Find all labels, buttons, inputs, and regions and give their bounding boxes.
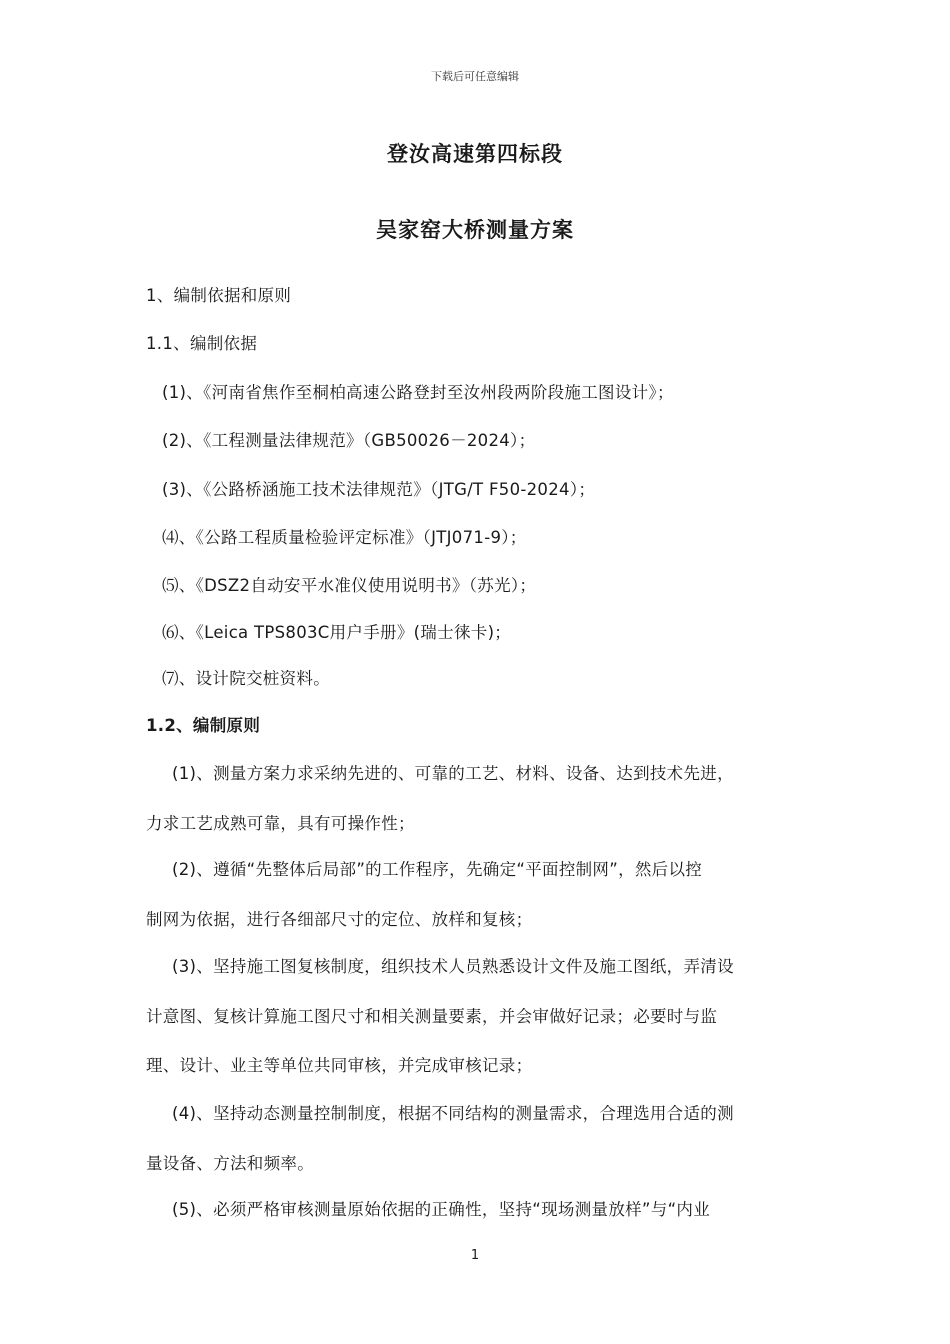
section-heading-1-1: 1.1、编制依据 [146, 334, 258, 353]
basis-item-5: ⑸、《DSZ2自动安平水准仪使用说明书》（苏光）； [162, 576, 537, 595]
principle-line-5: (3)、坚持施工图复核制度，组织技术人员熟悉设计文件及施工图纸，弄清设 [172, 957, 734, 976]
principle-line-8: (4)、坚持动态测量控制制度，根据不同结构的测量需求，合理选用合适的测 [172, 1104, 734, 1123]
section-heading-1-2: 1.2、编制原则 [146, 716, 261, 735]
page-number: 1 [470, 1248, 480, 1263]
principle-line-1: (1)、测量方案力求采纳先进的、可靠的工艺、材料、设备、达到技术先进， [172, 764, 734, 783]
basis-item-7: ⑺、设计院交桩资料。 [162, 669, 330, 688]
basis-item-2: (2)、《工程测量法律规范》（GB50026－2024）； [162, 431, 536, 450]
principle-line-6: 计意图、复核计算施工图尺寸和相关测量要素，并会审做好记录；必要时与监 [146, 1007, 718, 1026]
basis-item-1: (1)、《河南省焦作至桐柏高速公路登封至汝州段两阶段施工图设计》； [162, 383, 674, 402]
basis-item-3: (3)、《公路桥涵施工技术法律规范》（JTG/T F50-2024）； [162, 480, 596, 499]
document-title-line2: 吴家窑大桥测量方案 [376, 218, 574, 242]
principle-line-10: (5)、必须严格审核测量原始依据的正确性，坚持“现场测量放样”与“内业 [172, 1200, 711, 1219]
principle-line-9: 量设备、方法和频率。 [146, 1154, 314, 1173]
document-title-line1: 登汝高速第四标段 [387, 142, 563, 166]
principle-line-2: 力求工艺成熟可靠，具有可操作性； [146, 814, 415, 833]
section-heading-1: 1、编制依据和原则 [146, 286, 292, 305]
basis-item-4: ⑷、《公路工程质量检验评定标准》（JTJ071-9）； [162, 528, 527, 547]
basis-item-6: ⑹、《Leica TPS803C用户手册》(瑞士徕卡)； [162, 623, 512, 642]
principle-line-7: 理、设计、业主等单位共同审核，并完成审核记录； [146, 1056, 533, 1075]
principle-line-3: (2)、遵循“先整体后局部”的工作程序，先确定“平面控制网”，然后以控 [172, 860, 703, 879]
header-note: 下载后可任意编辑 [431, 70, 519, 83]
principle-line-4: 制网为依据，进行各细部尺寸的定位、放样和复核； [146, 910, 533, 929]
